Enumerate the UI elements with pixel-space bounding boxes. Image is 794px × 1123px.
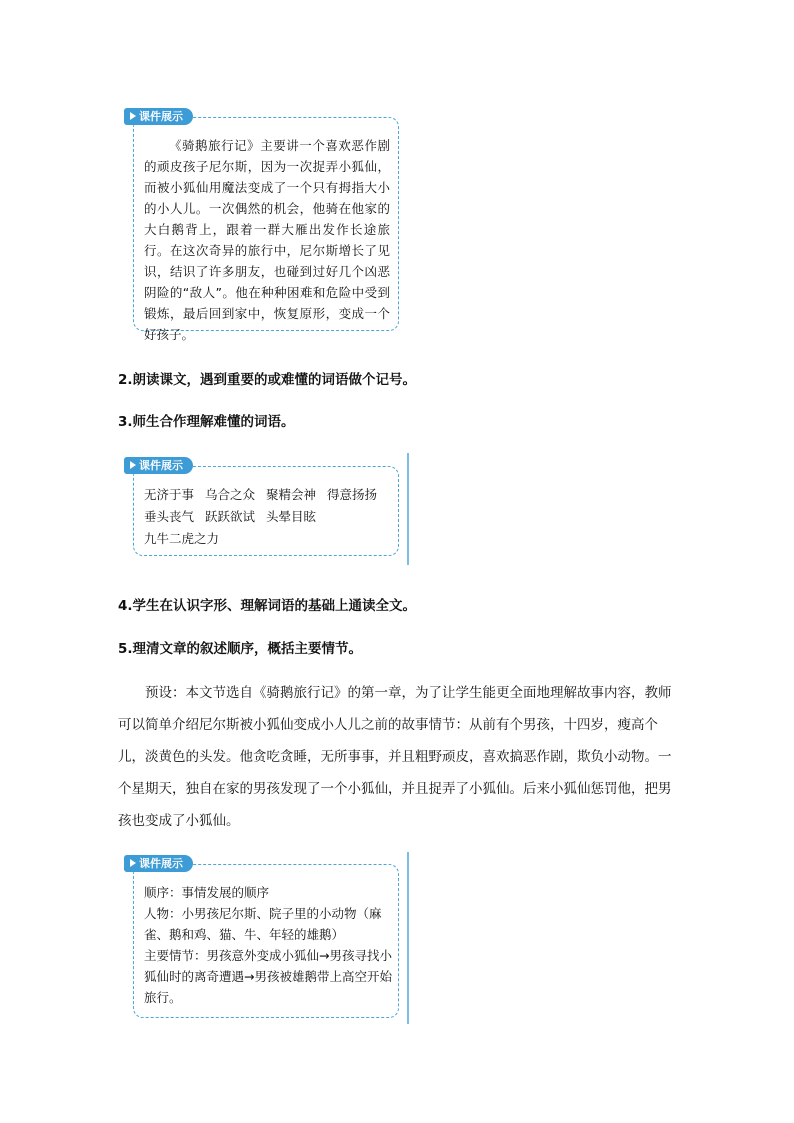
vocab-word: 无济于事 <box>144 487 195 502</box>
play-triangle-icon <box>130 859 136 867</box>
play-triangle-icon <box>130 112 136 120</box>
vocab-word: 乌合之众 <box>205 487 256 502</box>
step-5-heading: 5.理清文章的叙述顺序，概括主要情节。 <box>118 641 363 657</box>
courseware-tag-label: 课件展示 <box>139 857 183 870</box>
intro-paragraph: 《骑鹅旅行记》主要讲一个喜欢恶作剧的顽皮孩子尼尔斯，因为一次捉弄小狐仙，而被小狐仙用魔法变成了一个只有拇指大小的小人儿。一次偶然的机会，他骑在他家的大白鹅背上，跟着一群大雁出发作长途旅行。在这次奇异的旅行中，尼尔斯增长了见识，结识了许多朋友，也碰到过好几个凶恶阴险的“敌人”。他在种种困难和危险中受到锻炼，最后回到家中，恢复原形，变成一个好孩子。 <box>144 138 390 342</box>
vocab-word: 垂头丧气 <box>144 509 195 524</box>
vocab-word: 聚精会神 <box>266 487 317 502</box>
step-2-heading: 2.朗读课文，遇到重要的或难懂的词语做个记号。 <box>118 372 417 388</box>
vocab-row <box>144 528 394 550</box>
vocab-row <box>144 506 394 528</box>
step-4-heading: 4.学生在认识字形、理解词语的基础上通读全文。 <box>118 598 417 614</box>
vocab-word: 跃跃欲试 <box>205 509 256 524</box>
courseware-tag-label: 课件展示 <box>139 459 183 472</box>
summary-plot: 主要情节：男孩意外变成小狐仙→男孩寻找小狐仙时的离奇遭遇→男孩被雄鹅带上高空开始旅行。 <box>144 948 392 1005</box>
preset-paragraph: 预设：本文节选自《骑鹅旅行记》的第一章，为了让学生能更全面地理解故事内容，教师可以简单介绍尼尔斯被小狐仙变成小人儿之前的故事情节：从前有个男孩，十四岁，瘦高个儿，淡黄色的头发。他贪吃贪睡，无所事事，并且粗野顽皮，喜欢搞恶作剧，欺负小动物。一个星期天，独自在家的男孩发现了一个小狐仙，并且捉弄了小狐仙。后来小狐仙惩罚他，把男孩也变成了小狐仙。 <box>118 685 672 829</box>
courseware-tag <box>124 108 193 125</box>
play-triangle-icon <box>130 461 136 469</box>
vocab-word: 头晕目眩 <box>266 509 317 524</box>
summary-order: 顺序：事情发展的顺序 <box>144 885 270 900</box>
courseware-tag <box>124 457 193 474</box>
courseware-box-summary <box>133 857 399 1018</box>
summary-characters: 人物：小男孩尼尔斯、院子里的小动物（麻雀、鹅和鸡、猫、牛、年轻的雄鹅） <box>144 906 382 942</box>
vocab-word: 得意扬扬 <box>327 487 378 502</box>
vocab-word: 九牛二虎之力 <box>144 531 220 546</box>
courseware-tag-label: 课件展示 <box>139 110 183 123</box>
courseware-box-vocabulary <box>133 459 399 556</box>
courseware-tag <box>124 855 193 872</box>
courseware-box-intro <box>133 110 399 342</box>
decorative-vertical-line <box>407 852 409 1024</box>
step-3-heading: 3.师生合作理解难懂的词语。 <box>118 414 295 430</box>
vocab-row <box>144 484 394 506</box>
decorative-vertical-line <box>407 453 409 565</box>
